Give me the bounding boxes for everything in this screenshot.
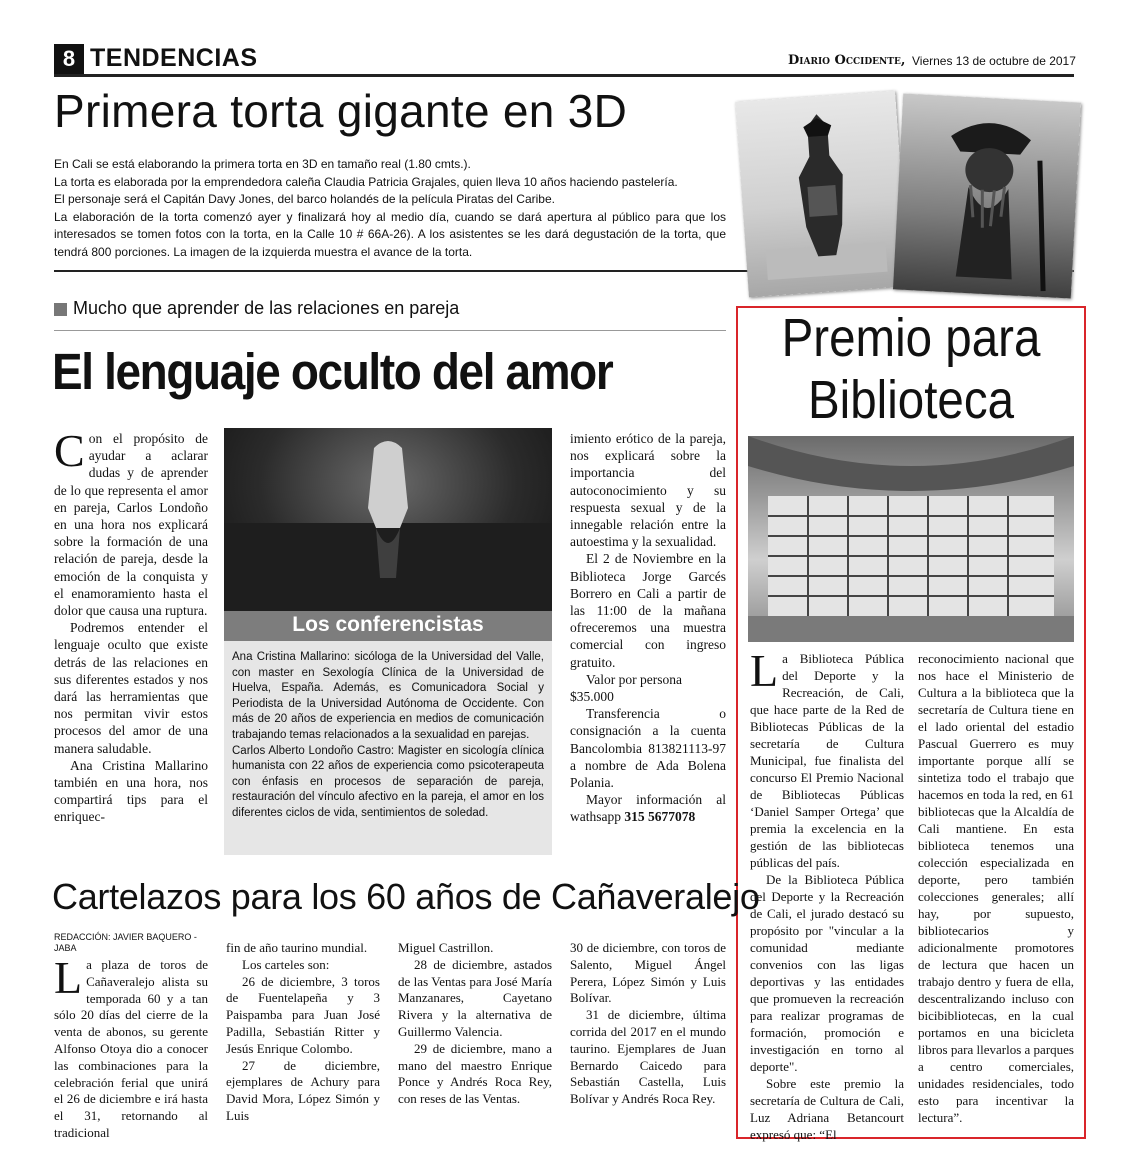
- cartelazos-paragraph: fin de año taurino mundial.: [226, 940, 368, 955]
- price-value: $35.000: [570, 689, 614, 705]
- cartelazos-paragraph: 28 de diciembre, astados de las Ventas para José María Manzanares, Cayetano Rivera y la alternativa de Guillermo Valencia.: [398, 956, 552, 1039]
- page-number: 8: [62, 46, 76, 71]
- amor-paragraph: El 2 de Noviembre en la Biblioteca Jorge Garcés Borrero en Cali a partir de las 11:00 de la mañana ofreceremos una muestra comercial con ingreso gratuito.: [570, 551, 726, 670]
- section-name: TENDENCIAS: [90, 44, 258, 72]
- amor-paragraph: Podremos entender el lenguaje oculto que existe detrás de las relaciones en sus diferentes estados y nos dará las herramientas que nos permitan vivir estos procesos del amor de una manera saludable.: [54, 620, 208, 756]
- contact-phone: 315 5677078: [624, 809, 696, 825]
- kicker-square: [54, 303, 67, 316]
- biblioteca-column-1: [750, 645, 904, 1143]
- woman-silhouette-icon: [224, 428, 552, 611]
- amor-kicker: Mucho que aprender de las relaciones en pareja: [73, 298, 460, 318]
- cartelazos-paragraph: 31 de diciembre, última corrida del 2017 en el mundo taurino. Ejemplares de Juan Bernardo Caicedo para Sebastián Castella, Luis Bolívar y Andrés Roca Rey.: [570, 1007, 726, 1107]
- cartelazos-headline: Cartelazos para los 60 años de Cañaveralejo: [52, 876, 760, 917]
- cartelazos-paragraph: 27 de diciembre, ejemplares de Achury para David Mora, López Simón y Luis: [226, 1057, 380, 1123]
- header-rule: [54, 74, 1074, 77]
- davy-jones-photo: [893, 93, 1081, 298]
- contact-text: Mayor información al wathsapp: [570, 792, 726, 825]
- amor-paragraph: on el propósito de ayudar a aclarar dudas y de aprender de lo que representa el amor en pareja, Carlos Londoño en una hora nos explicará sobre la formación de una relación de pareja, desde la emoción de la conquista y el enamoramiento hasta el dolor que causa una ruptura.: [54, 431, 208, 619]
- torta-line: El personaje será el Capitán Davy Jones, del barco holandés de la película Piratas del Caribe.: [54, 192, 555, 206]
- conferencistas-title: Los conferencistas: [292, 613, 484, 636]
- bio-londono: Carlos Alberto Londoño Castro: Magister en sicología clínica humanista con 22 años de experiencia como psicoterapeuta con énfasis en procesos de separación de pareja, restauración del vínculo afectivo en la pareja, el amor en los diferentes ciclos de vida, sentimientos de soledad.: [232, 744, 544, 819]
- cartelazos-paragraph: a plaza de toros de Cañaveralejo alista su temporada 60 y a tan sólo 20 días del cierre de la venta de abonos, su gerente Alfonso Otoya dio a conocer las combinaciones para la celebración ferial que unirá el 26 de diciembre e irá hasta el 31, retornando al tradicional: [54, 957, 208, 1140]
- torta-line: La elaboración de la torta comenzó ayer y finalizará hoy al medio día, cuando se dará apertura al público para que los interesados se tomen fotos con la torta, en la Calle 10 # 66A-26). A los asistentes se les dará degustación de la torta, que tendrá 800 porciones. La imagen de la izquierda muestra el avance de la torta.: [54, 209, 726, 259]
- cartelazos-paragraph: Miguel Castrillon.: [398, 940, 494, 955]
- drop-cap: C: [54, 425, 85, 476]
- biblioteca-paragraph: Sobre este premio la secretaría de Cultura de Cali, Luz Adriana Betancourt expresó que: “El: [750, 1076, 904, 1142]
- paper-name: Diario Occidente,: [788, 53, 906, 68]
- cartelazos-column-1: [54, 952, 208, 1142]
- kicker-rule: [54, 330, 726, 331]
- amor-column-3: [570, 430, 726, 826]
- pirate-figure-icon: [893, 93, 1081, 298]
- amor-paragraph: Transferencia o consignación a la cuenta Bancolombia 813821113-97 a nombre de Ada Bolena Polania.: [570, 706, 726, 791]
- amor-paragraph: imiento erótico de la pareja, nos explicará sobre la importancia del autoconocimiento y su respuesta sexual y de la innegable relación entre la autoestima y la sexualidad.: [570, 431, 726, 550]
- bookshelf-icon: [748, 436, 1074, 642]
- cake-progress-photo: [735, 91, 908, 298]
- biblioteca-paragraph: De la Biblioteca Pública del Deporte y la Recreación de Cali, el jurado destacó su propósito por "vincular a la comunidad mediante convenios con las ligas deportivas y las entidades que promueven la recreación para realizar programas de formación, promoción e investigación en torno al deporte".: [750, 872, 904, 1074]
- biblioteca-column-2: [918, 650, 1074, 1126]
- cartelazos-column-4: [570, 940, 726, 1108]
- cartelazos-paragraph: 29 de diciembre, mano a mano del maestro Enrique Ponce y Andrés Roca Rey, con reses de las Ventas.: [398, 1040, 552, 1107]
- biblioteca-paragraph: reconocimiento nacional que nos hace el Ministerio de Cultura a la biblioteca que la secretaría de Cultura tiene en el lado oriental del estadio Pascual Guerrero es muy importante porque allí se sintetiza todo el trabajo que hacemos en toda la red, en 61 bibliotecas que la Alcaldía de Cali mantiene. En esta biblioteca tenemos una colección especializada en deporte, pero también colecciones generales; allí hay, por supuesto, bibliotecarios y adicionalmente promotores de lectura que hacen un trabajo dentro y fuera de ella, descentralizando incluso con bicibibliotecas, en la cual portamos en una bicicleta libros para llevarlos a parques a centro comerciales, unidades residenciales, todo esto para incentivar la lectura”.: [918, 651, 1074, 1125]
- drop-cap: L: [54, 952, 83, 1003]
- library-photo: [748, 436, 1074, 642]
- lake-woman-photo: [224, 428, 552, 611]
- amor-paragraph: Ana Cristina Mallarino también en una hora, nos compartirá tips para el enriquec-: [54, 757, 208, 825]
- biblioteca-paragraph: a Biblioteca Pública del Deporte y la Recreación, de Cali, que hace parte de la Red de Bibliotecas Públicas de la secretaría de Cultura Municipal, fue finalista del concurso El Premio Nacional de Bibliotecas Públicas ‘Daniel Samper Ortega’ que premia la excelencia en la gestión de las bibliotecas públicas del país.: [750, 651, 904, 870]
- amor-column-1: [54, 425, 208, 826]
- cake-figure-icon: [735, 91, 908, 298]
- conferencistas-body: [232, 650, 544, 822]
- issue-date: Viernes 13 de octubre de 2017: [912, 54, 1076, 68]
- cartelazos-paragraph: Los carteles son:: [242, 956, 330, 972]
- cartelazos-column-2: [226, 940, 380, 1125]
- price-label: Valor por persona: [586, 671, 682, 687]
- bio-mallarino: Ana Cristina Mallarino: sicóloga de la Universidad del Valle, con master en Sexología Clínica de la Universidad de Huelva, España. Además, es Comunicadora Social y Periodista de la Universidad Autónoma de Occidente. Con más de 20 años de experiencia en medios de comunicación trabajando temas relacionados a la sexualidad en parejas.: [232, 651, 544, 741]
- torta-line: En Cali se está elaborando la primera torta en 3D en tamaño real (1.80 cmts.).: [54, 157, 471, 171]
- biblioteca-headline-1: Premio para: [781, 308, 1041, 368]
- cartelazos-paragraph: 26 de diciembre, 3 toros de Fuentelapeña y 3 Paispamba para Juan José Padilla, Sebastián Ritter y Jesús Enrique Colombo.: [226, 973, 380, 1056]
- cartelazos-byline: REDACCIÓN: JAVIER BAQUERO - JABA: [54, 932, 197, 953]
- torta-body: [54, 156, 726, 261]
- amor-headline: El lenguaje oculto del amor: [52, 343, 613, 400]
- torta-line: La torta es elaborada por la emprendedora caleña Claudia Patricia Grajales, quien lleva 10 años haciendo pastelería.: [54, 174, 678, 189]
- torta-headline: Primera torta gigante en 3D: [54, 85, 628, 137]
- drop-cap: L: [750, 645, 779, 696]
- cartelazos-paragraph: 30 de diciembre, con toros de Salento, Miguel Ángel Perera, López Simón y Luis Bolívar.: [570, 940, 726, 1006]
- biblioteca-headline-2: Biblioteca: [807, 370, 1015, 430]
- cartelazos-column-3: [398, 940, 552, 1108]
